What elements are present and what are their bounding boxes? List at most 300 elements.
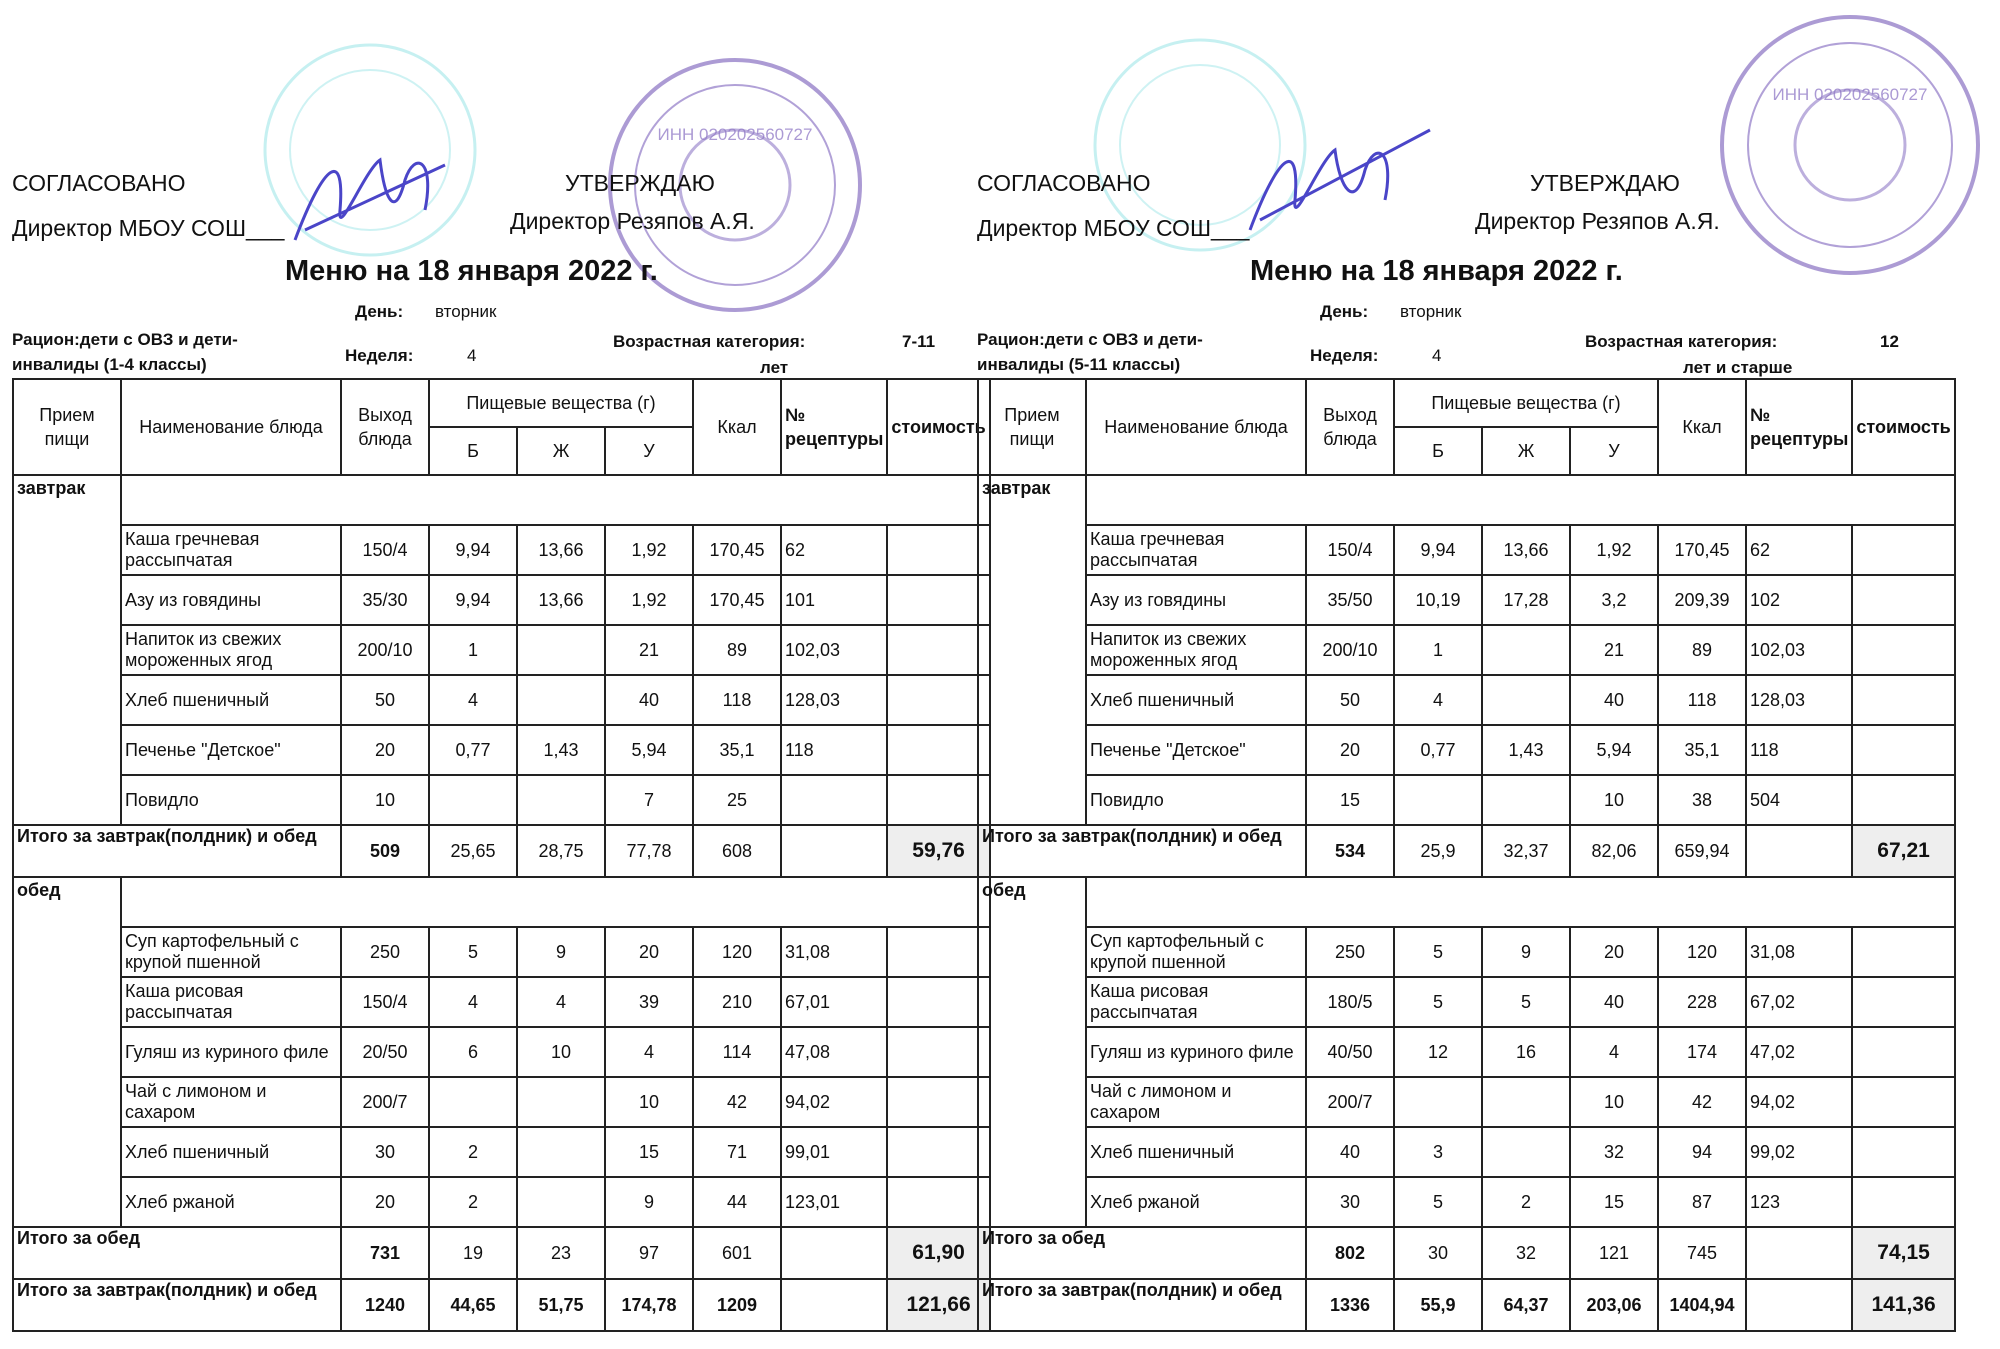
total-label: Итого за завтрак(полдник) и обед (13, 825, 341, 877)
protein-cell: 9,94 (1394, 525, 1482, 575)
recipe-cell: 101 (781, 575, 887, 625)
kcal-cell: 44 (693, 1177, 781, 1227)
recipe-cell: 99,01 (781, 1127, 887, 1177)
section-row (13, 475, 990, 525)
recipe-cell: 102,03 (781, 625, 887, 675)
carbs-cell: 7 (605, 775, 693, 825)
kcal-cell: 170,45 (693, 575, 781, 625)
total-recipe (1746, 1279, 1852, 1331)
header-dish: Наименование блюда (121, 379, 341, 475)
recipe-cell: 47,02 (1746, 1027, 1852, 1077)
breakfast-total-row (13, 825, 990, 877)
recipe-cell: 123 (1746, 1177, 1852, 1227)
table-row (13, 575, 990, 625)
total-recipe (781, 825, 887, 877)
dish-name: Каша гречневая рассыпчатая (121, 525, 341, 575)
kcal-cell: 71 (693, 1127, 781, 1177)
total-label: Итого за завтрак(полдник) и обед (13, 1279, 341, 1331)
dish-name: Хлеб ржаной (121, 1177, 341, 1227)
table-row (978, 1177, 1955, 1227)
yield-cell: 35/50 (1306, 575, 1394, 625)
fat-cell (1482, 775, 1570, 825)
header-meal: Прием пищи (978, 379, 1086, 475)
kcal-cell: 35,1 (1658, 725, 1746, 775)
carbs-cell: 40 (1570, 675, 1658, 725)
recipe-cell: 504 (1746, 775, 1852, 825)
protein-cell: 4 (429, 977, 517, 1027)
protein-cell (429, 775, 517, 825)
total-cost: 59,76 (887, 825, 989, 877)
ration-label: Рацион:дети с ОВЗ и дети- (12, 330, 238, 349)
cost-cell (1852, 775, 1954, 825)
cost-cell (1852, 1127, 1954, 1177)
page-title: Меню на 18 января 2022 г. (1250, 255, 1623, 287)
table-row (978, 927, 1955, 977)
recipe-cell: 102,03 (1746, 625, 1852, 675)
cost-cell (1852, 1077, 1954, 1127)
protein-cell: 9,94 (429, 575, 517, 625)
kcal-cell: 35,1 (693, 725, 781, 775)
agreed-by: Директор МБОУ СОШ___ (12, 215, 285, 241)
header-nutrients: Пищевые вещества (г) (1394, 379, 1658, 427)
fat-cell (1482, 675, 1570, 725)
dish-name: Каша рисовая рассыпчатая (121, 977, 341, 1027)
ration-label-2: инвалиды (1-4 классы) (12, 355, 207, 374)
kcal-cell: 89 (693, 625, 781, 675)
age-value: 7-11 (902, 332, 936, 351)
recipe-cell: 99,02 (1746, 1127, 1852, 1177)
total-protein: 25,9 (1394, 825, 1482, 877)
yield-cell: 30 (1306, 1177, 1394, 1227)
kcal-cell: 170,45 (693, 525, 781, 575)
section-row (978, 877, 1955, 927)
yield-cell: 150/4 (341, 525, 429, 575)
ration-label: Рацион:дети с ОВЗ и дети- (977, 330, 1203, 349)
dish-name: Повидло (1086, 775, 1306, 825)
week-label: Неделя: (1310, 346, 1379, 365)
protein-cell: 0,77 (429, 725, 517, 775)
carbs-cell: 40 (1570, 977, 1658, 1027)
recipe-cell: 102 (1746, 575, 1852, 625)
total-carbs: 203,06 (1570, 1279, 1658, 1331)
cost-cell (1852, 675, 1954, 725)
fat-cell (517, 625, 605, 675)
fat-cell (1482, 1077, 1570, 1127)
yield-cell: 20/50 (341, 1027, 429, 1077)
agreed-label: СОГЛАСОВАНО (12, 170, 186, 196)
dish-name: Гуляш из куриного филе (1086, 1027, 1306, 1077)
age-value-2: лет и старше (1683, 358, 1793, 377)
total-yield: 534 (1306, 825, 1394, 877)
total-recipe (1746, 825, 1852, 877)
recipe-cell: 62 (1746, 525, 1852, 575)
total-fat: 23 (517, 1227, 605, 1279)
menu-sheet-right (965, 0, 1965, 1349)
total-protein: 44,65 (429, 1279, 517, 1331)
blank-cell (1086, 877, 1955, 927)
kcal-cell: 89 (1658, 625, 1746, 675)
kcal-cell: 38 (1658, 775, 1746, 825)
protein-cell: 5 (1394, 977, 1482, 1027)
fat-cell: 13,66 (517, 575, 605, 625)
protein-cell: 1 (429, 625, 517, 675)
total-yield: 509 (341, 825, 429, 877)
header-protein: Б (1394, 427, 1482, 475)
header-carbs: У (1570, 427, 1658, 475)
kcal-cell: 209,39 (1658, 575, 1746, 625)
fat-cell: 4 (517, 977, 605, 1027)
menu-table (12, 378, 991, 1332)
total-carbs: 97 (605, 1227, 693, 1279)
carbs-cell: 10 (605, 1077, 693, 1127)
total-kcal: 659,94 (1658, 825, 1746, 877)
header-row (978, 379, 1955, 427)
menu-table (977, 378, 1956, 1332)
stamp-inn-text: ИНН 020202560727 (1772, 85, 1928, 104)
recipe-cell: 62 (781, 525, 887, 575)
header-recipe: № рецептуры (781, 379, 887, 475)
total-label: Итого за завтрак(полдник) и обед (978, 825, 1306, 877)
recipe-cell: 128,03 (781, 675, 887, 725)
recipe-cell: 67,01 (781, 977, 887, 1027)
protein-cell: 1 (1394, 625, 1482, 675)
protein-cell: 2 (429, 1127, 517, 1177)
carbs-cell: 21 (1570, 625, 1658, 675)
header-row (13, 379, 990, 427)
dish-name: Печенье "Детское" (121, 725, 341, 775)
yield-cell: 35/30 (341, 575, 429, 625)
kcal-cell: 25 (693, 775, 781, 825)
table-row (978, 725, 1955, 775)
dish-name: Хлеб пшеничный (1086, 1127, 1306, 1177)
recipe-cell: 94,02 (1746, 1077, 1852, 1127)
fat-cell (517, 1177, 605, 1227)
carbs-cell: 20 (605, 927, 693, 977)
fat-cell: 9 (517, 927, 605, 977)
header-kcal: Ккал (1658, 379, 1746, 475)
yield-cell: 50 (1306, 675, 1394, 725)
table-row (13, 927, 990, 977)
yield-cell: 15 (1306, 775, 1394, 825)
cost-cell (1852, 525, 1954, 575)
kcal-cell: 118 (1658, 675, 1746, 725)
week-label: Неделя: (345, 346, 414, 365)
total-yield: 1240 (341, 1279, 429, 1331)
protein-cell (1394, 775, 1482, 825)
fat-cell: 16 (1482, 1027, 1570, 1077)
carbs-cell: 4 (1570, 1027, 1658, 1077)
breakfast-label: завтрак (13, 475, 121, 825)
header-cost: стоимость (1852, 379, 1954, 475)
protein-cell: 4 (429, 675, 517, 725)
total-fat: 51,75 (517, 1279, 605, 1331)
yield-cell: 40/50 (1306, 1027, 1394, 1077)
agreed-label: СОГЛАСОВАНО (977, 170, 1151, 196)
kcal-cell: 210 (693, 977, 781, 1027)
header-dish: Наименование блюда (1086, 379, 1306, 475)
dish-name: Напиток из свежих мороженных ягод (121, 625, 341, 675)
table-row (13, 525, 990, 575)
total-carbs: 82,06 (1570, 825, 1658, 877)
section-row (13, 877, 990, 927)
carbs-cell: 1,92 (1570, 525, 1658, 575)
total-yield: 802 (1306, 1227, 1394, 1279)
protein-cell: 5 (429, 927, 517, 977)
kcal-cell: 174 (1658, 1027, 1746, 1077)
total-fat: 28,75 (517, 825, 605, 877)
yield-cell: 180/5 (1306, 977, 1394, 1027)
yield-cell: 30 (341, 1127, 429, 1177)
grand-total-row (978, 1279, 1955, 1331)
dish-name: Каша гречневая рассыпчатая (1086, 525, 1306, 575)
dish-name: Повидло (121, 775, 341, 825)
yield-cell: 20 (341, 725, 429, 775)
total-cost: 67,21 (1852, 825, 1954, 877)
breakfast-label: завтрак (978, 475, 1086, 825)
table-row (978, 1077, 1955, 1127)
blank-cell (1086, 475, 1955, 525)
kcal-cell: 87 (1658, 1177, 1746, 1227)
fat-cell (517, 675, 605, 725)
table-row (978, 575, 1955, 625)
protein-cell: 5 (1394, 1177, 1482, 1227)
total-protein: 19 (429, 1227, 517, 1279)
lunch-label: обед (978, 877, 1086, 1227)
yield-cell: 20 (1306, 725, 1394, 775)
protein-cell: 10,19 (1394, 575, 1482, 625)
table-row (13, 775, 990, 825)
carbs-cell: 5,94 (1570, 725, 1658, 775)
dish-name: Гуляш из куриного филе (121, 1027, 341, 1077)
recipe-cell: 31,08 (781, 927, 887, 977)
fat-cell (1482, 625, 1570, 675)
fat-cell: 1,43 (1482, 725, 1570, 775)
protein-cell (1394, 1077, 1482, 1127)
recipe-cell: 47,08 (781, 1027, 887, 1077)
fat-cell: 1,43 (517, 725, 605, 775)
carbs-cell: 1,92 (605, 525, 693, 575)
recipe-cell: 31,08 (1746, 927, 1852, 977)
cost-cell (1852, 575, 1954, 625)
total-protein: 30 (1394, 1227, 1482, 1279)
lunch-total-row (13, 1227, 990, 1279)
dish-name: Чай с лимоном и сахаром (121, 1077, 341, 1127)
total-recipe (781, 1279, 887, 1331)
recipe-cell (781, 775, 887, 825)
dish-name: Чай с лимоном и сахаром (1086, 1077, 1306, 1127)
total-carbs: 121 (1570, 1227, 1658, 1279)
carbs-cell: 39 (605, 977, 693, 1027)
total-protein: 25,65 (429, 825, 517, 877)
carbs-cell: 21 (605, 625, 693, 675)
approve-label: УТВЕРЖДАЮ (1530, 170, 1680, 196)
recipe-cell: 118 (1746, 725, 1852, 775)
grand-total-row (13, 1279, 990, 1331)
total-fat: 64,37 (1482, 1279, 1570, 1331)
kcal-cell: 228 (1658, 977, 1746, 1027)
recipe-cell: 123,01 (781, 1177, 887, 1227)
total-kcal: 745 (1658, 1227, 1746, 1279)
table-row (13, 977, 990, 1027)
table-row (978, 977, 1955, 1027)
carbs-cell: 32 (1570, 1127, 1658, 1177)
dish-name: Хлеб пшеничный (121, 675, 341, 725)
fat-cell: 13,66 (1482, 525, 1570, 575)
dish-name: Суп картофельный с крупой пшенной (121, 927, 341, 977)
cost-cell (1852, 1027, 1954, 1077)
total-yield: 731 (341, 1227, 429, 1279)
day-label: День: (355, 302, 404, 321)
stamp-inn-text: ИНН 020202560727 (657, 125, 813, 144)
fat-cell: 10 (517, 1027, 605, 1077)
header-yield: Выход блюда (341, 379, 429, 475)
table-row (13, 675, 990, 725)
total-cost: 74,15 (1852, 1227, 1954, 1279)
fat-cell: 13,66 (517, 525, 605, 575)
fat-cell: 9 (1482, 927, 1570, 977)
table-row (13, 1127, 990, 1177)
header-kcal: Ккал (693, 379, 781, 475)
total-label: Итого за обед (13, 1227, 341, 1279)
agreed-by: Директор МБОУ СОШ___ (977, 215, 1250, 241)
carbs-cell: 15 (605, 1127, 693, 1177)
table-row (13, 625, 990, 675)
cost-cell (1852, 625, 1954, 675)
dish-name: Хлеб пшеничный (121, 1127, 341, 1177)
carbs-cell: 4 (605, 1027, 693, 1077)
age-label: Возрастная категория: (1585, 332, 1778, 351)
protein-cell: 6 (429, 1027, 517, 1077)
week-value: 4 (1432, 346, 1442, 365)
kcal-cell: 120 (693, 927, 781, 977)
blank-cell (121, 877, 990, 927)
total-recipe (1746, 1227, 1852, 1279)
protein-cell: 12 (1394, 1027, 1482, 1077)
protein-cell: 2 (429, 1177, 517, 1227)
recipe-cell: 118 (781, 725, 887, 775)
kcal-cell: 118 (693, 675, 781, 725)
protein-cell: 9,94 (429, 525, 517, 575)
total-kcal: 608 (693, 825, 781, 877)
fat-cell (1482, 1127, 1570, 1177)
table-row (978, 525, 1955, 575)
total-fat: 32 (1482, 1227, 1570, 1279)
age-value: 12 (1880, 332, 1899, 351)
carbs-cell: 15 (1570, 1177, 1658, 1227)
header-carbs: У (605, 427, 693, 475)
table-row (978, 675, 1955, 725)
total-label: Итого за обед (978, 1227, 1306, 1279)
cost-cell (1852, 1177, 1954, 1227)
carbs-cell: 10 (1570, 775, 1658, 825)
protein-cell: 4 (1394, 675, 1482, 725)
total-carbs: 77,78 (605, 825, 693, 877)
fat-cell: 17,28 (1482, 575, 1570, 625)
day-value: вторник (435, 302, 497, 321)
table-row (978, 775, 1955, 825)
blank-cell (121, 475, 990, 525)
section-row (978, 475, 1955, 525)
header-cost: стоимость (887, 379, 989, 475)
total-cost: 61,90 (887, 1227, 989, 1279)
lunch-label: обед (13, 877, 121, 1227)
week-value: 4 (467, 346, 477, 365)
carbs-cell: 3,2 (1570, 575, 1658, 625)
table-row (13, 725, 990, 775)
total-cost: 121,66 (887, 1279, 989, 1331)
header-meal: Прием пищи (13, 379, 121, 475)
approve-by: Директор Резяпов А.Я. (510, 208, 755, 234)
kcal-cell: 42 (693, 1077, 781, 1127)
header-fat: Ж (1482, 427, 1570, 475)
dish-name: Хлеб пшеничный (1086, 675, 1306, 725)
carbs-cell: 1,92 (605, 575, 693, 625)
kcal-cell: 170,45 (1658, 525, 1746, 575)
total-recipe (781, 1227, 887, 1279)
dish-name: Суп картофельный с крупой пшенной (1086, 927, 1306, 977)
total-fat: 32,37 (1482, 825, 1570, 877)
kcal-cell: 42 (1658, 1077, 1746, 1127)
yield-cell: 20 (341, 1177, 429, 1227)
carbs-cell: 5,94 (605, 725, 693, 775)
recipe-cell: 67,02 (1746, 977, 1852, 1027)
header-protein: Б (429, 427, 517, 475)
dish-name: Азу из говядины (121, 575, 341, 625)
header-recipe: № рецептуры (1746, 379, 1852, 475)
yield-cell: 200/7 (1306, 1077, 1394, 1127)
lunch-total-row (978, 1227, 1955, 1279)
carbs-cell: 40 (605, 675, 693, 725)
signature (285, 140, 455, 260)
protein-cell: 0,77 (1394, 725, 1482, 775)
protein-cell (429, 1077, 517, 1127)
age-label: Возрастная категория: (613, 332, 806, 351)
breakfast-total-row (978, 825, 1955, 877)
carbs-cell: 9 (605, 1177, 693, 1227)
yield-cell: 200/10 (341, 625, 429, 675)
header-nutrients: Пищевые вещества (г) (429, 379, 693, 427)
yield-cell: 250 (1306, 927, 1394, 977)
total-kcal: 1209 (693, 1279, 781, 1331)
age-value-2: лет (760, 358, 789, 377)
kcal-cell: 120 (1658, 927, 1746, 977)
total-kcal: 601 (693, 1227, 781, 1279)
carbs-cell: 20 (1570, 927, 1658, 977)
kcal-cell: 114 (693, 1027, 781, 1077)
table-row (13, 1077, 990, 1127)
fat-cell (517, 1077, 605, 1127)
total-protein: 55,9 (1394, 1279, 1482, 1331)
approve-label: УТВЕРЖДАЮ (565, 170, 715, 196)
purple-seal-stamp (1710, 5, 1990, 285)
yield-cell: 150/4 (341, 977, 429, 1027)
day-label: День: (1320, 302, 1369, 321)
dish-name: Азу из говядины (1086, 575, 1306, 625)
kcal-cell: 94 (1658, 1127, 1746, 1177)
yield-cell: 200/10 (1306, 625, 1394, 675)
table-row (13, 1177, 990, 1227)
signature (1240, 120, 1440, 250)
fat-cell (517, 1127, 605, 1177)
header-fat: Ж (517, 427, 605, 475)
total-kcal: 1404,94 (1658, 1279, 1746, 1331)
fat-cell (517, 775, 605, 825)
total-carbs: 174,78 (605, 1279, 693, 1331)
table-row (978, 625, 1955, 675)
protein-cell: 5 (1394, 927, 1482, 977)
total-yield: 1336 (1306, 1279, 1394, 1331)
yield-cell: 150/4 (1306, 525, 1394, 575)
